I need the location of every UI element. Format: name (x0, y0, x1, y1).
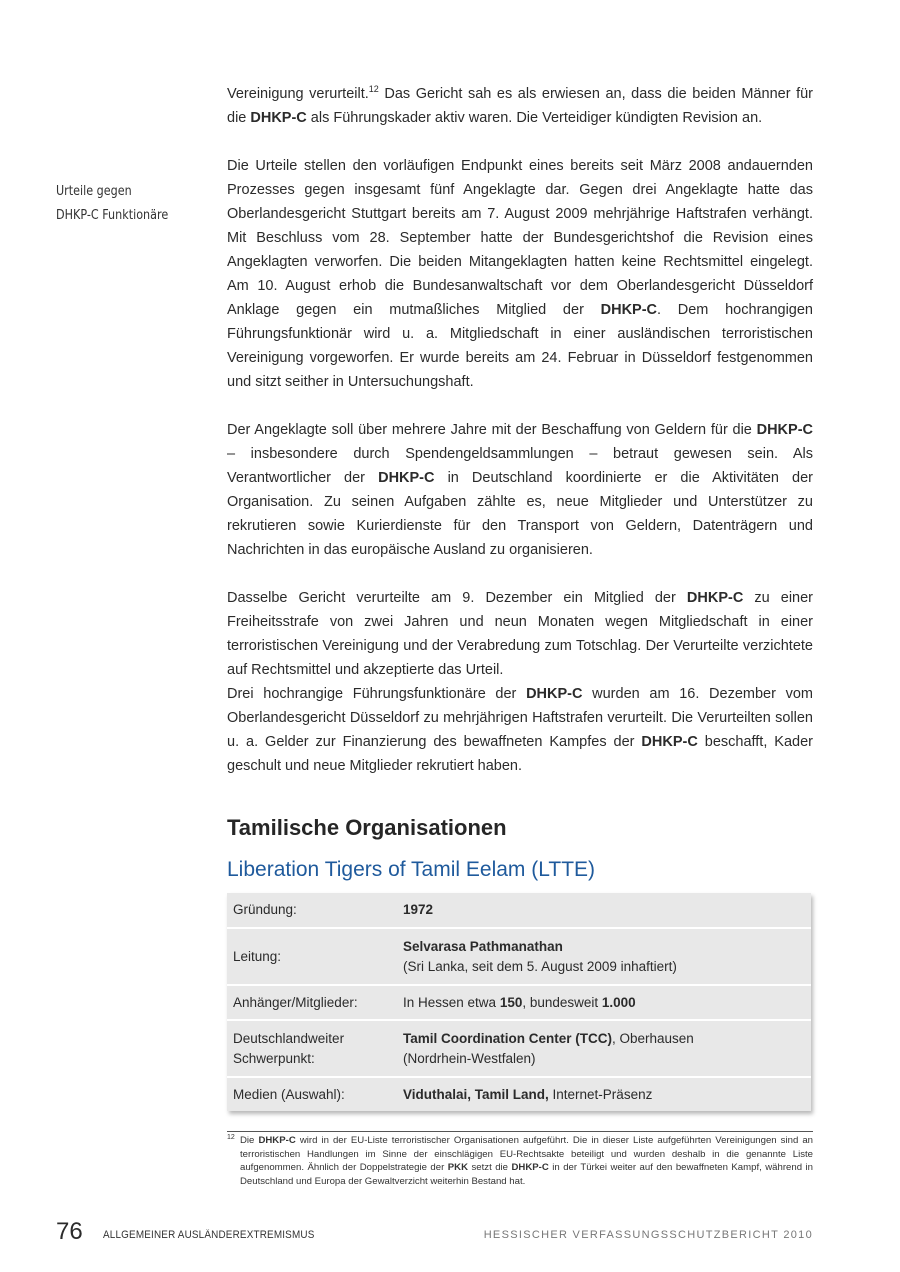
row-value (403, 928, 811, 985)
text-run: Internet-Präsenz (548, 1086, 653, 1102)
media-titles: Viduthalai, Tamil Land, (403, 1086, 549, 1102)
table-row (227, 985, 811, 1020)
footnote (227, 1134, 813, 1188)
text-run: Die (240, 1135, 259, 1146)
text-run: beschafft, Kader geschult und neue Mitglieder rekrutiert haben. (227, 734, 813, 774)
table-row (227, 1077, 811, 1111)
org-name: DHKP-C (686, 590, 744, 606)
table-row (227, 928, 811, 985)
margin-note-line: DHKP-C Funktionäre (56, 208, 169, 223)
margin-note (56, 180, 168, 228)
text-run: Der Angeklagte soll über mehrere Jahre mit der Beschaffung von Geldern für die (227, 422, 757, 438)
text-run: in der Türkei weiter auf den bewaffneten Kampf, während in Deutschland und Europa der Gewaltverzicht weiterhin Bestand hat. (240, 1162, 813, 1187)
row-label: Medien (Auswahl): (227, 1077, 403, 1111)
org-name: DHKP-C (600, 302, 658, 318)
text-run: wurden am 16. Dezember vom Oberlandesgericht Düsseldorf zu mehrjährigen Haftstrafen verurteilt. Die Verurteilten sollen u. a. Gelder zur Finanzierung des bewaffneten Kampfes der (227, 686, 813, 750)
row-label: Anhänger/Mitglieder: (227, 985, 403, 1020)
text-run: . Dem hochrangigen Führungsfunktionär wird u. a. Mitgliedschaft in einer ausländischen terroristischen Vereinigung vorgeworfen. Er wurde bereits am 24. Februar in Düsseldorf festgenommen und sitzt seither in Untersuchungshaft. (227, 302, 813, 390)
paragraph (227, 586, 813, 682)
text-run: Die Urteile stellen den vorläufigen Endpunkt eines bereits seit März 2008 andauernden Prozesses gegen insgesamt fünf Angeklagte dar. Gegen drei Angeklagte hatte das Oberlandesgericht Stuttgart bereits am 7. August 2009 mehrjährige Haftstrafen verhängt. Mit Beschluss vom 28. September hatte der Bundesgerichtshof die Revision eines Angeklagten verworfen. Die beiden Mitangeklagten hatten keine Rechtsmittel eingelegt. Am 10. August erhob die Bundesanwaltschaft vor dem Oberlandesgericht Düsseldorf Anklage gegen ein mutmaßliches Mitglied der (227, 158, 813, 318)
text-run: zu einer Freiheitsstrafe von zwei Jahren und neun Monaten wegen Mitgliedschaft in einer terroristischen Vereinigung und der Verabredung zum Totschlag. Der Verurteilte verzichtete auf Rechtsmittel und akzeptierte das Urteil. (227, 590, 813, 678)
paragraph (227, 682, 813, 778)
text-run: setzt die (468, 1162, 512, 1173)
row-value (403, 985, 811, 1020)
text-run: Drei hochrangige Führungsfunktionäre der (227, 686, 527, 702)
text-run: , bundesweit (522, 994, 602, 1010)
table-row (227, 1020, 811, 1077)
org-name: DHKP-C (378, 470, 435, 486)
text-run: Vereinigung verurteilt. (227, 86, 369, 102)
text-run: (Nordrhein-Westfalen) (403, 1050, 536, 1066)
row-value (403, 1077, 811, 1111)
paragraph (227, 154, 813, 394)
leader-note: (Sri Lanka, seit dem 5. August 2009 inhaftiert) (403, 958, 677, 974)
text-run: In Hessen etwa (403, 994, 500, 1010)
text-run: in Deutschland koordinierte er die Aktivitäten der Organisation. Zu seinen Aufgaben zählte es, neue Mitglieder und Unterstützer zu rekrutieren sowie Kurierdienste für den Transport von Geldern, Datenträgern und Nachrichten in das europäische Ausland zu organisieren. (227, 470, 813, 558)
org-name: DHKP-C (511, 1162, 549, 1173)
count-hessen: 150 (499, 994, 523, 1010)
row-value (403, 1020, 811, 1077)
org-name: PKK (447, 1162, 469, 1173)
text-run: Dasselbe Gericht verurteilte am 9. Dezember ein Mitglied der (227, 590, 687, 606)
organization-heading: Liberation Tigers of Tamil Eelam (LTTE) (227, 858, 596, 881)
org-name: DHKP-C (526, 686, 583, 702)
text-run: als Führungskader aktiv waren. Die Verteidiger kündigten Revision an. (306, 110, 763, 126)
paragraph (227, 82, 813, 130)
label-line: Schwerpunkt: (233, 1050, 315, 1066)
paragraph (227, 418, 813, 562)
footnote-reference[interactable]: 12 (368, 84, 379, 95)
section-heading: Tamilische Organisationen (227, 815, 507, 840)
focus-center: Tamil Coordination Center (TCC) (403, 1030, 612, 1046)
body-text (227, 82, 813, 778)
text-run: – insbesondere durch Spendengeldsammlungen – betraut gewesen sein. Als Verantwortlicher der (227, 446, 813, 486)
text-run: Das Gericht sah es als erwiesen an, dass die beiden Männer für die (227, 86, 813, 126)
founding-year: 1972 (403, 902, 434, 917)
org-name: DHKP-C (641, 734, 698, 750)
text-run: wird in der EU-Liste terroristischer Organisationen aufgeführt. Die in dieser Liste aufgeführten Vereinigungen sind an terroristischen Handlungen im Sinne der einschlägigen EU-Rechtsakte beteiligt und wurden deshalb in die genannte Liste aufgenommen. Ähnlich der Doppelstrategie der (240, 1135, 813, 1173)
row-label: Gründung: (227, 893, 403, 928)
leader-name: Selvarasa Pathmanathan (403, 938, 563, 954)
page-number: 76 (56, 1218, 83, 1245)
row-label: Leitung: (227, 928, 403, 985)
org-name: DHKP-C (756, 422, 813, 438)
footnote-divider (227, 1131, 813, 1132)
row-value (403, 893, 811, 928)
count-bundesweit: 1.000 (601, 994, 636, 1010)
table-row (227, 893, 811, 928)
row-label (227, 1020, 403, 1077)
text-run: , Oberhausen (612, 1030, 694, 1046)
chapter-title: ALLGEMEINER AUSLÄNDEREXTREMISMUS (103, 1229, 315, 1241)
fact-table (227, 893, 811, 1111)
org-name: DHKP-C (250, 110, 307, 126)
margin-note-line: Urteile gegen (56, 184, 132, 199)
report-title: HESSISCHER VERFASSUNGSSCHUTZBERICHT 2010 (483, 1229, 813, 1241)
footnote-number: 12 (227, 1134, 235, 1141)
org-name: DHKP-C (258, 1135, 296, 1146)
label-line: Deutschlandweiter (233, 1030, 345, 1046)
